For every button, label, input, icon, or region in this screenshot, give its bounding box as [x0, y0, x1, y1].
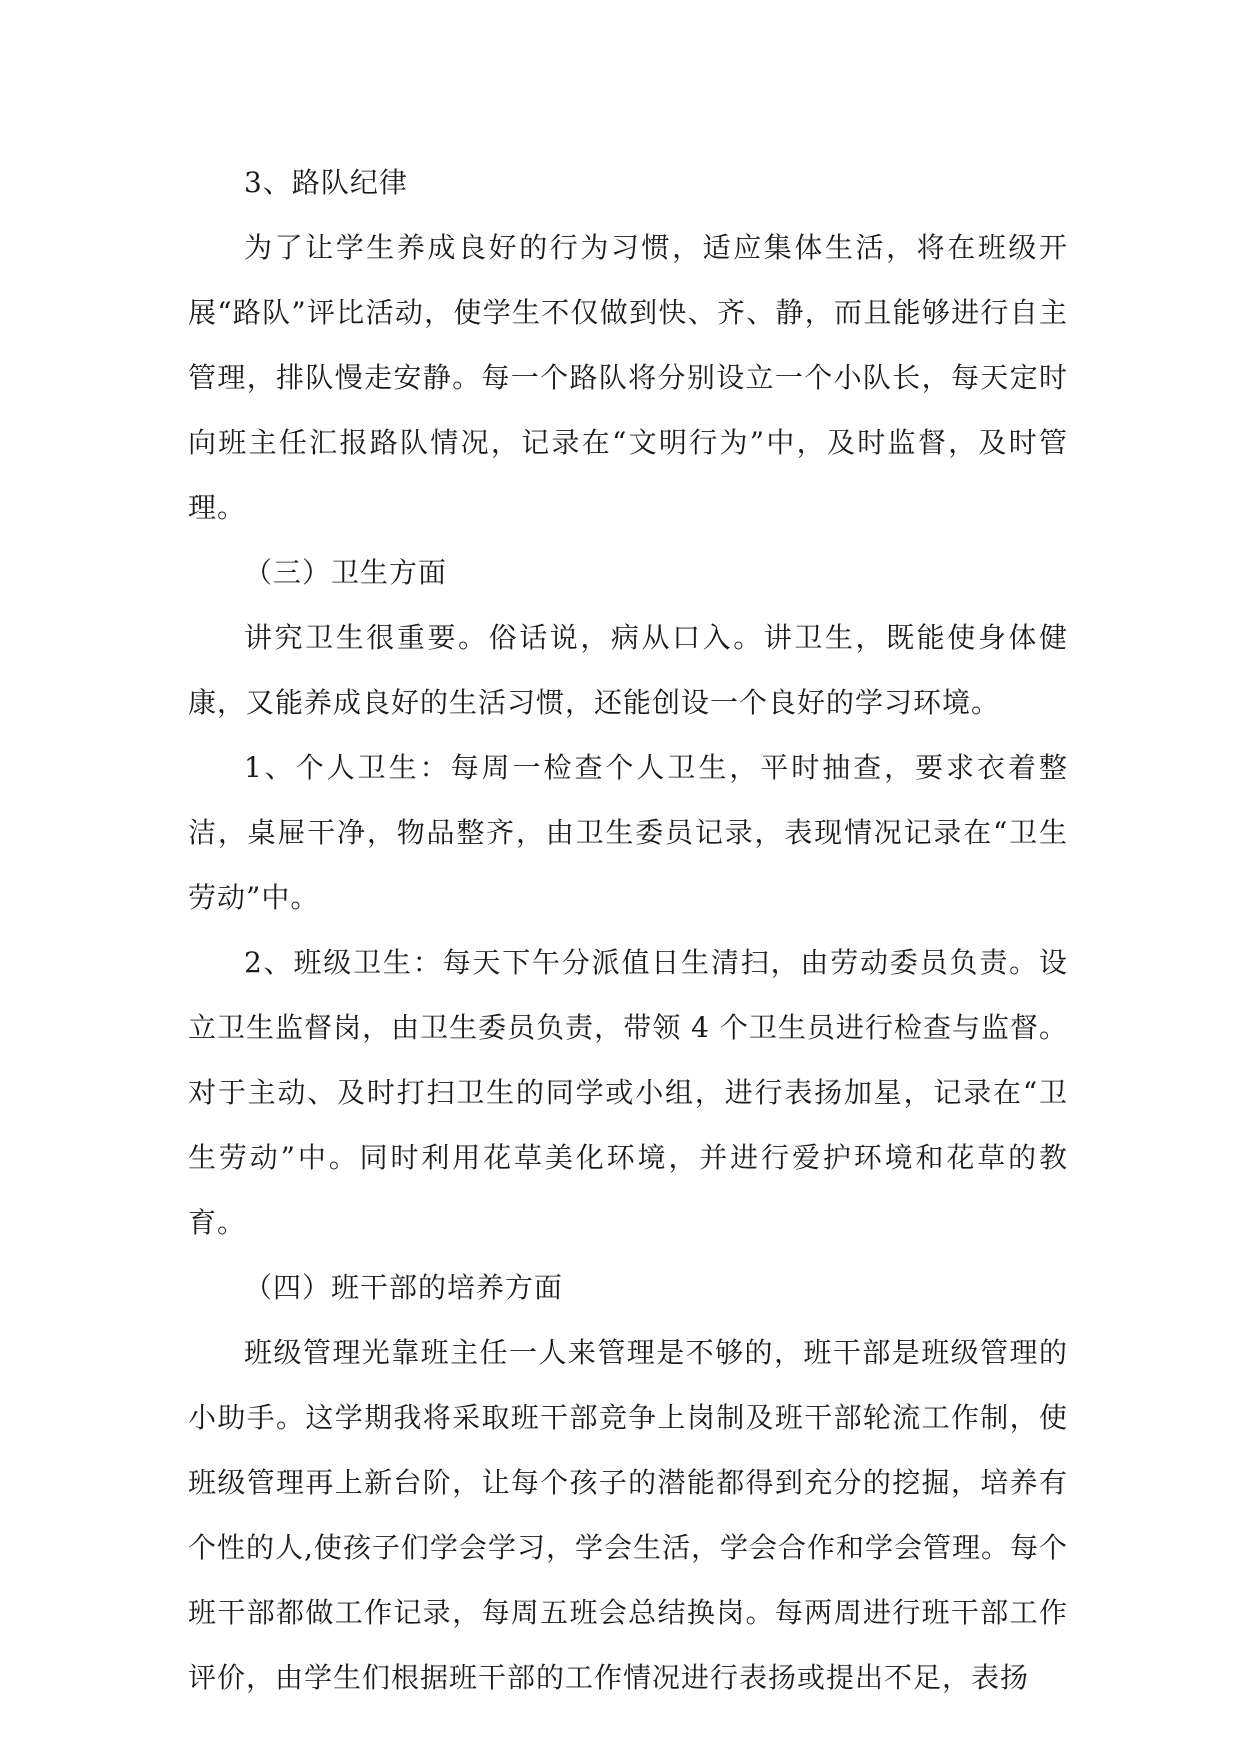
paragraph-class-hygiene: 2、班级卫生：每天下午分派值日生清扫，由劳动委员负责。设立卫生监督岗，由卫生委员负责，带领 4 个卫生员进行检查与监督。对于主动、及时打扫卫生的同学或小组，进行表扬加星，记录在“卫生劳动”中。同时利用花草美化环境，并进行爱护环境和花草的教育。: [188, 946, 1068, 1239]
paragraph-personal-hygiene: 1、个人卫生：每周一检查个人卫生，平时抽查，要求衣着整洁，桌屉干净，物品整齐，由卫生委员记录，表现情况记录在“卫生劳动”中。: [188, 751, 1068, 914]
paragraph-hygiene-intro: 讲究卫生很重要。俗话说，病从口入。讲卫生，既能使身体健康，又能养成良好的生活习惯，还能创设一个良好的学习环境。: [188, 621, 1068, 719]
section-heading-hygiene: （三）卫生方面: [244, 556, 448, 589]
section-heading-class-cadre: （四）班干部的培养方面: [244, 1271, 564, 1304]
paragraph-route-discipline: 为了让学生养成良好的行为习惯，适应集体生活，将在班级开展“路队”评比活动，使学生不仅做到快、齐、静，而且能够进行自主管理，排队慢走安静。每一个路队将分别设立一个小队长，每天定时向班主任汇报路队情况，记录在“文明行为”中，及时监督，及时管理。: [188, 231, 1068, 524]
section-heading-route-discipline: 3、路队纪律: [244, 166, 408, 199]
document-body: [188, 150, 1068, 1710]
paragraph-class-cadre: 班级管理光靠班主任一人来管理是不够的，班干部是班级管理的小助手。这学期我将采取班干部竞争上岗制及班干部轮流工作制，使班级管理再上新台阶，让每个孩子的潜能都得到充分的挖掘，培养有个性的人,使孩子们学会学习，学会生活，学会合作和学会管理。每个班干部都做工作记录，每周五班会总结换岗。每两周进行班干部工作评价，由学生们根据班干部的工作情况进行表扬或提出不足，表扬: [188, 1336, 1068, 1694]
